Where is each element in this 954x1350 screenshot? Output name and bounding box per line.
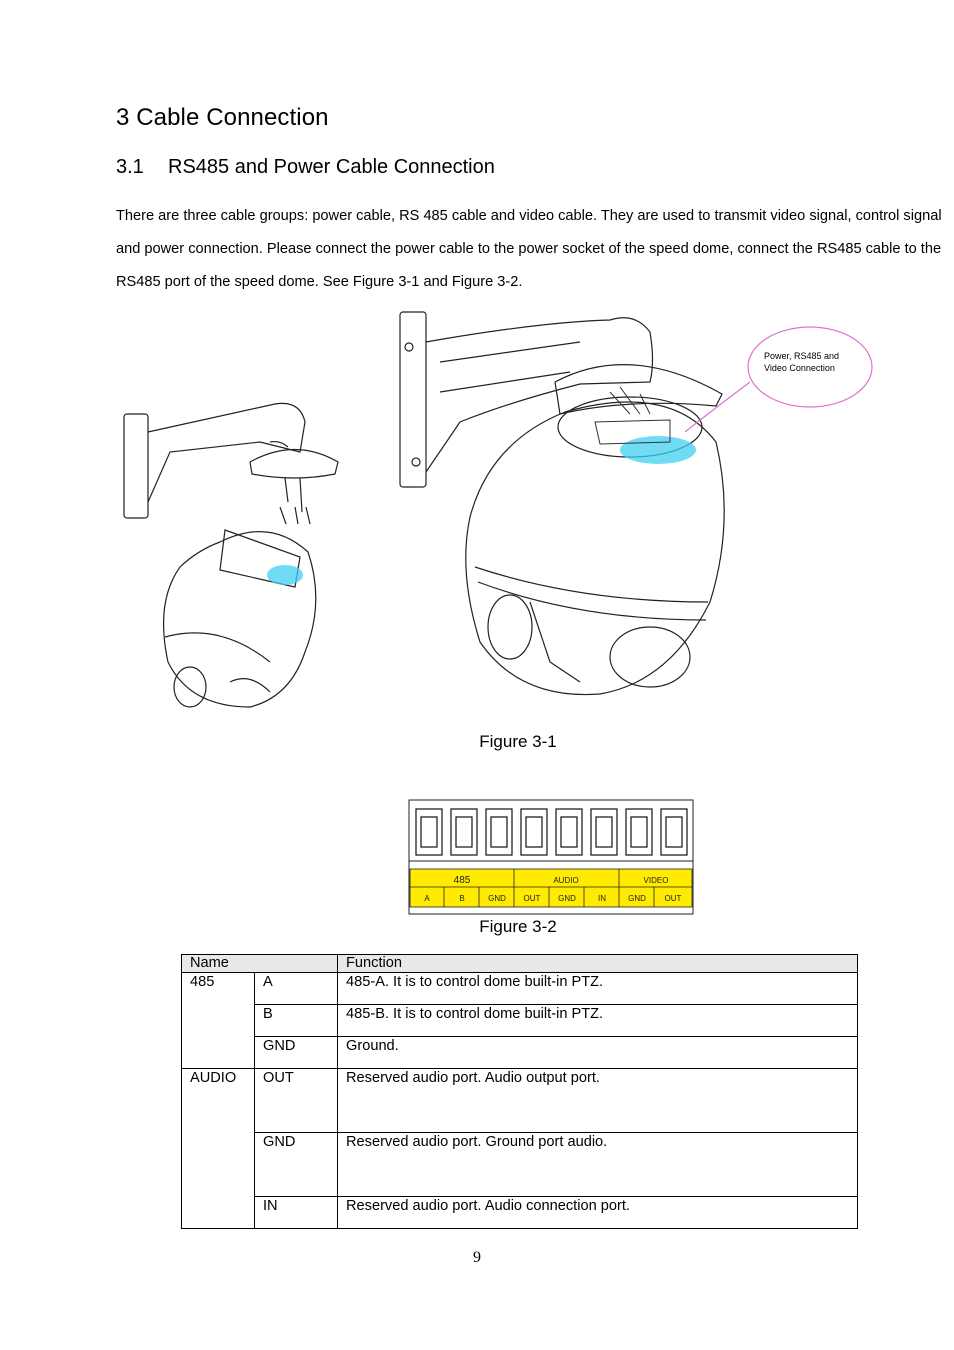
function-cell: 485-A. It is to control dome built-in PTZ. xyxy=(338,973,858,1005)
table-row xyxy=(182,1069,858,1133)
pin-label: A xyxy=(424,894,430,903)
pin-cell: GND xyxy=(255,1133,338,1197)
table-row xyxy=(182,1133,858,1197)
pin-label: IN xyxy=(598,894,606,903)
callout-line-1: Power, RS485 and xyxy=(764,351,840,361)
callout-line-2: Video Connection xyxy=(764,363,835,373)
function-cell: Reserved audio port. Ground port audio. xyxy=(338,1133,858,1197)
pin-label: OUT xyxy=(523,894,541,903)
group-label-485: 485 xyxy=(453,875,471,886)
pin-cell: A xyxy=(255,973,338,1005)
group-label-audio: AUDIO xyxy=(553,876,579,885)
table-row xyxy=(182,973,858,1005)
page-number: 9 xyxy=(473,1249,481,1266)
pin-label: GND xyxy=(558,894,576,903)
pin-cell: IN xyxy=(255,1197,338,1229)
pin-cell: GND xyxy=(255,1037,338,1069)
function-cell: Ground. xyxy=(338,1037,858,1069)
table-header-row xyxy=(182,955,858,973)
pin-function-table xyxy=(181,954,858,1229)
table-row xyxy=(182,1037,858,1069)
pin-label: OUT xyxy=(664,894,682,903)
header-function: Function xyxy=(338,955,858,973)
group-cell: AUDIO xyxy=(182,1069,255,1229)
figure-caption-1: Figure 3-1 xyxy=(479,732,557,751)
function-cell: Reserved audio port. Audio output port. xyxy=(338,1069,858,1133)
chapter-title: 3 Cable Connection xyxy=(116,104,329,131)
pin-label: B xyxy=(459,894,465,903)
pin-cell: OUT xyxy=(255,1069,338,1133)
pin-label: GND xyxy=(628,894,646,903)
terminal-block-diagram xyxy=(408,799,694,915)
pin-label: GND xyxy=(488,894,506,903)
figure-caption-2: Figure 3-2 xyxy=(479,917,557,936)
section-title xyxy=(116,156,495,179)
table-row xyxy=(182,1197,858,1229)
group-cell: 485 xyxy=(182,973,255,1069)
function-cell: 485-B. It is to control dome built-in PTZ. xyxy=(338,1005,858,1037)
table-row xyxy=(182,1005,858,1037)
group-label-video: VIDEO xyxy=(643,876,669,885)
function-cell: Reserved audio port. Audio connection port. xyxy=(338,1197,858,1229)
section-title-text: RS485 and Power Cable Connection xyxy=(168,156,495,178)
intro-paragraph: There are three cable groups: power cable, RS 485 cable and video cable. They are used to transmit video signal, control signal and power connection. Please connect the power cable to the power socket of the speed dome, connect the RS485 cable to the RS485 port of the speed dome. See Figure 3-1 and Figure 3-2. xyxy=(116,208,942,290)
header-name: Name xyxy=(182,955,338,973)
speed-dome-illustration xyxy=(110,302,900,722)
pin-cell: B xyxy=(255,1005,338,1037)
section-number: 3.1 xyxy=(116,156,144,178)
